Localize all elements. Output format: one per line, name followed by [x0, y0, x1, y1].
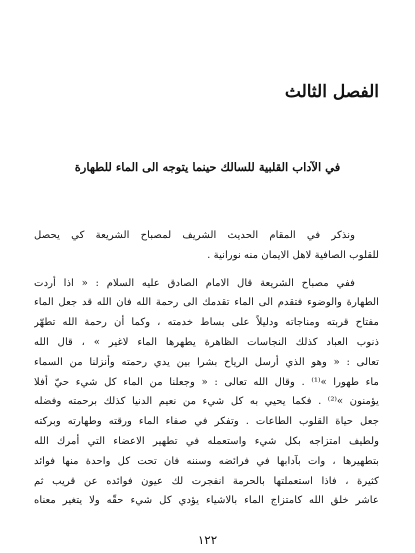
paragraph-2-line: ولطيف امتزاجه بكل شيء واستعمله في تطهير الاعضاء التي أمرك الله — [34, 435, 379, 447]
paragraph-2-line: ذنوب العباد كذلك النجاسات الظاهرة يطهرها الماء لاغير » ، قال الله — [34, 336, 379, 348]
paragraph-2-line: يؤمنون »⁽²⁾ . فكما يحيي به كل شيء من نعيم الدنيا كذلك برحمته وفضله — [34, 396, 379, 408]
paragraph-1-line: للقلوب الصافية لاهل الايمان منه نورانية . — [207, 249, 379, 261]
paragraph-gap — [34, 266, 379, 274]
paragraph-2-line: مفتاح قربته ومناجاته ودليلاً على بساط خدمته ، وكما أن رحمة الله تطهّر — [34, 317, 379, 329]
paragraph-2-line: ماء طهورا »⁽¹⁾ . وقال الله تعالى : « وجعلنا من الماء كل شيء حيّ أفلا — [34, 376, 379, 388]
paragraph-2-line: الطهارة والوضوء فتقدم الى الماء تقدمك الى رحمة الله فان الله قد جعل الماء — [34, 297, 379, 309]
paragraph-1-line: ونذكر في المقام الحديث الشريف لمصباح الشريعة كي يحصل — [34, 230, 355, 241]
page-number: ١٢٢ — [197, 533, 218, 547]
body-text — [34, 226, 379, 511]
chapter-title: الفصل الثالث — [284, 82, 379, 102]
paragraph-2-line: تعالى : « وهو الذي أرسل الرياح بشرا بين يدي رحمته وأنزلنا من السماء — [34, 356, 379, 368]
paragraph-2-line: جعل حياة القلوب الطاعات . وتفكر في صفاء الماء ورقته وطهارته وبركته — [34, 416, 379, 428]
paragraph-2-line: ففي مصباح الشريعة قال الامام الصادق عليه السلام : « اذا أردت — [34, 277, 355, 289]
paragraph-2-line: عاشر خلق الله كامتزاج الماء بالاشياء يؤدي كل شيء حقّه ولا يتغير معناه — [34, 495, 379, 507]
section-title: في الآداب القلبية للسالك حينما يتوجه الى الماء للطهارة — [74, 160, 341, 174]
paragraph-2-line: بتطهيرها ، وات بآدابها في فرائضه وسننه فان تحت كل واحدة منها فوائد — [34, 455, 379, 467]
paragraph-2-line: كثيرة ، فاذا استعملتها بالحرمة انفجرت لك عيون فوائده عن قريب ثم — [34, 475, 379, 487]
